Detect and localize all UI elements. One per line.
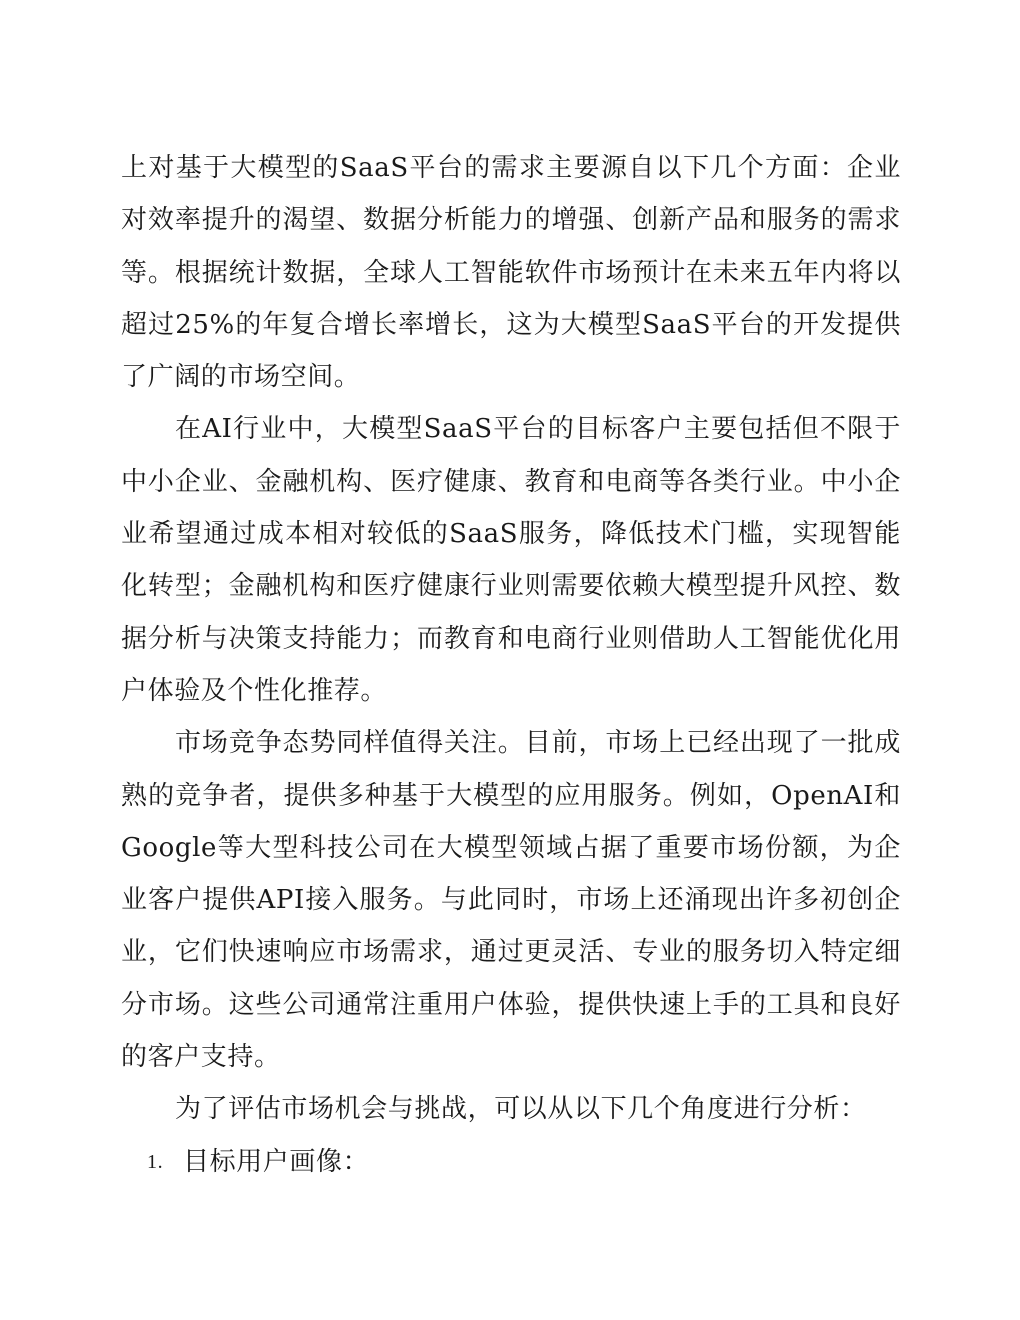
paragraph-analysis-intro: 为了评估市场机会与挑战，可以从以下几个角度进行分析： xyxy=(175,1094,867,1125)
paragraph-target-customers: 在AI行业中，大模型SaaS平台的目标客户主要包括但不限于中小企业、金融机构、医疗健康、教育和电商等各类行业。中小企业希望通过成本相对较低的SaaS服务，降低技术门槛，实现智能化转型；金融机构和医疗健康行业则需要依赖大模型提升风控、数据分析与决策支持能力；而教育和电商行业则借助人工智能优化用户体验及个性化推荐。 xyxy=(121,414,901,706)
paragraph-continued: 上对基于大模型的SaaS平台的需求主要源自以下几个方面：企业对效率提升的渴望、数据分析能力的增强、创新产品和服务的需求等。根据统计数据，全球人工智能软件市场预计在未来五年内将以超过25%的年复合增长率增长，这为大模型SaaS平台的开发提供了广阔的市场空间。 xyxy=(121,153,901,393)
paragraph-competition: 市场竞争态势同样值得关注。目前，市场上已经出现了一批成熟的竞争者，提供多种基于大模型的应用服务。例如，OpenAI和Google等大型科技公司在大模型领域占据了重要市场份额，为企业客户提供API接入服务。与此同时，市场上还涌现出许多初创企业，它们快速响应市场需求，通过更灵活、专业的服务切入特定细分市场。这些公司通常注重用户体验，提供快速上手的工具和良好的客户支持。 xyxy=(121,728,901,1073)
list-item xyxy=(121,1136,901,1188)
document-body xyxy=(121,142,901,1188)
list-marker: 1. xyxy=(147,1150,164,1173)
list-item-text: 目标用户画像： xyxy=(183,1146,370,1177)
